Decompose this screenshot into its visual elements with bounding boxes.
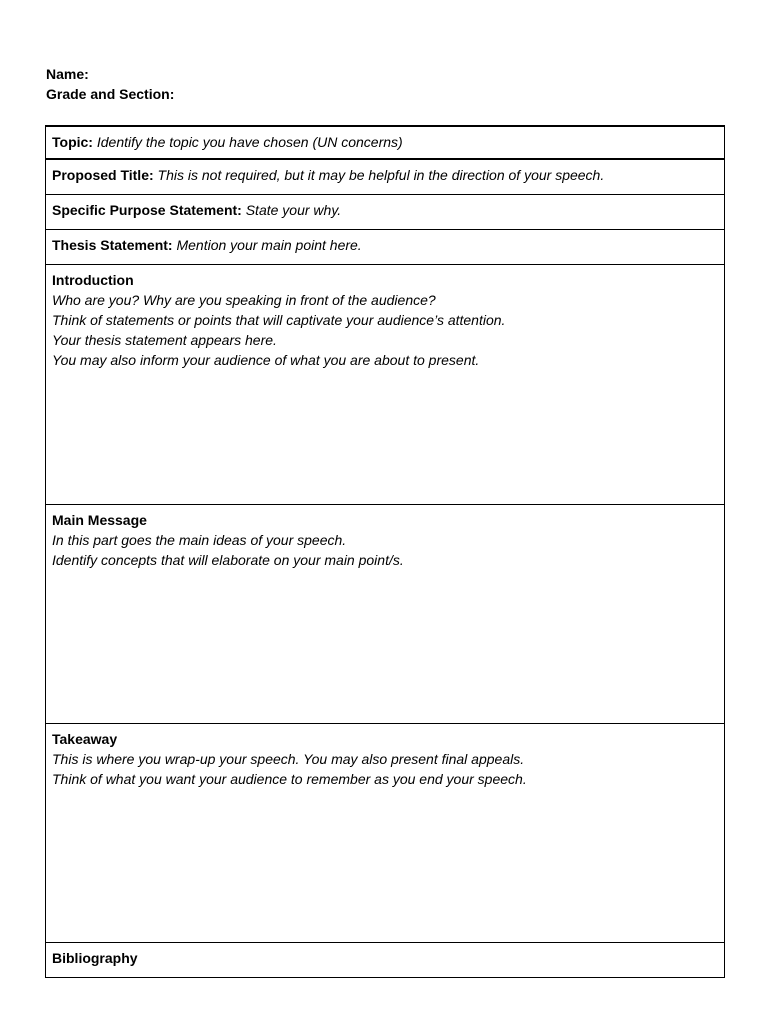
introduction-row — [46, 265, 725, 505]
topic-hint: Identify the topic you have chosen (UN concerns) — [96, 134, 403, 150]
grade-section-label: Grade and Section: — [46, 86, 175, 102]
thesis-cell[interactable] — [46, 230, 725, 265]
bibliography-cell[interactable] — [46, 943, 725, 978]
proposed-title-label: Proposed Title: — [52, 167, 154, 183]
introduction-line: Who are you? Why are you speaking in front of the audience? — [52, 292, 436, 308]
takeaway-label: Takeaway — [52, 731, 118, 747]
introduction-cell[interactable] — [46, 265, 725, 505]
introduction-line: Think of statements or points that will captivate your audience’s attention. — [52, 312, 506, 328]
topic-label: Topic: — [52, 134, 93, 150]
bibliography-row — [46, 943, 725, 978]
purpose-row — [46, 195, 725, 230]
introduction-line: Your thesis statement appears here. — [52, 332, 277, 348]
takeaway-line: This is where you wrap-up your speech. You may also present final appeals. — [52, 751, 525, 767]
main-message-line: In this part goes the main ideas of your speech. — [52, 532, 347, 548]
main-message-cell[interactable] — [46, 505, 725, 724]
introduction-line: You may also inform your audience of what you are about to present. — [52, 352, 480, 368]
main-message-line: Identify concepts that will elaborate on your main point/s. — [52, 552, 404, 568]
speech-outline-table — [45, 125, 725, 978]
main-message-label: Main Message — [52, 512, 147, 528]
thesis-label: Thesis Statement: — [52, 237, 173, 253]
thesis-row — [46, 230, 725, 265]
takeaway-line: Think of what you want your audience to remember as you end your speech. — [52, 771, 527, 787]
thesis-hint: Mention your main point here. — [176, 237, 362, 253]
purpose-hint: State your why. — [245, 202, 342, 218]
main-message-row — [46, 505, 725, 724]
proposed-title-cell[interactable] — [46, 159, 725, 195]
topic-row — [46, 126, 725, 159]
topic-cell[interactable] — [46, 126, 725, 159]
proposed-title-row — [46, 159, 725, 195]
purpose-cell[interactable] — [46, 195, 725, 230]
student-info-header — [46, 64, 174, 104]
purpose-label: Specific Purpose Statement: — [52, 202, 242, 218]
introduction-label: Introduction — [52, 272, 134, 288]
name-label: Name: — [46, 66, 89, 82]
proposed-title-hint: This is not required, but it may be helpful in the direction of your speech. — [157, 167, 605, 183]
takeaway-row — [46, 724, 725, 943]
takeaway-cell[interactable] — [46, 724, 725, 943]
bibliography-label: Bibliography — [52, 950, 138, 966]
